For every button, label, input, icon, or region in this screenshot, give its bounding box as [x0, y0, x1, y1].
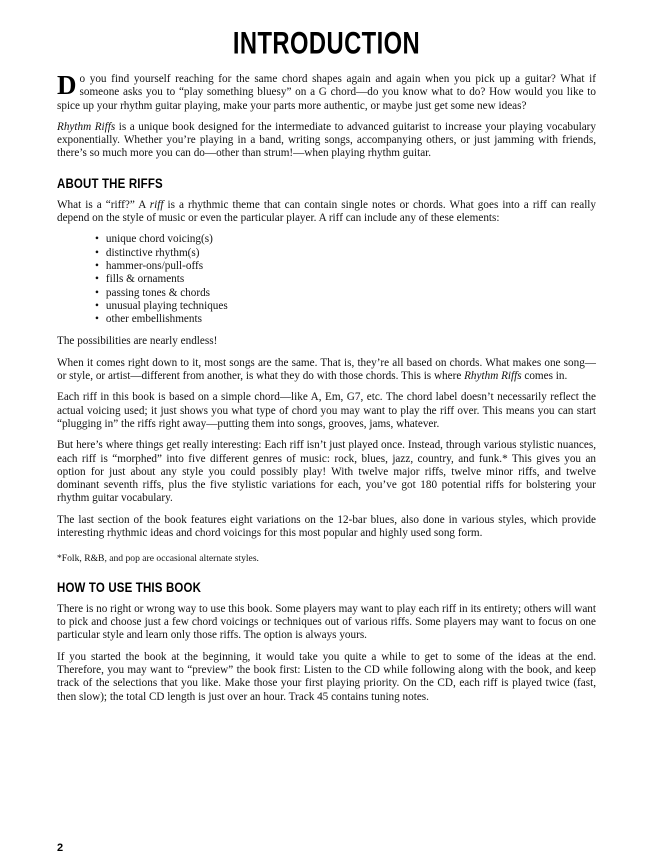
about-paragraph-1: What is a “riff?” A riff is a rhythmic theme that can contain single notes or chords. What goes into a riff can really depend on the style of music or even the particular player. A riff can include any of these elements:: [57, 198, 597, 225]
about-paragraph-4: Each riff in this book is based on a simple chord—like A, Em, G7, etc. The chord label doesn’t necessarily reflect the actual voicing used; it just shows you what type of chord you may want to play the riff over. This means you can start “plugging in” the riffs right away—putting them into songs, grooves, jams, whatever.: [57, 391, 596, 430]
about-paragraph-3: When it comes right down to it, most songs are the same. That is, they’re all based on chords. What makes one song—or style, or artist—different from another, is what they do with those chords. This is where Rhythm Riffs comes in.: [57, 356, 596, 383]
about-paragraph-5: But here’s where things get really interesting: Each riff isn’t just played once. Instead, through various stylistic nuances, each riff is “morphed” into five different genres of music: rock, blues, jazz, country, and funk.* This gives you an option for just about any style you could possibly play! With twelve major riffs, twelve minor riffs, and twelve dominant seventh riffs, plus the five stylistic variations for each, you’ve got 180 potential riffs for bolstering your rhythm guitar vocabulary.: [57, 439, 596, 505]
list-item: • hammer-ons/pull-offs: [95, 260, 596, 273]
howto-paragraph-1: There is no right or wrong way to use this book. Some players may want to play each riff in its entirety; others will want to pick and choose just a few chord voicings or techniques out of various riffs. Some players may want to focus on one particular style and learn only those riffs. The option is always yours.: [57, 602, 596, 642]
drop-cap: D: [57, 70, 77, 100]
intro-paragraph-1: [57, 70, 596, 113]
section-heading-about-the-riffs: ABOUT THE RIFFS: [57, 175, 163, 191]
list-item: • unusual playing techniques: [95, 300, 596, 313]
list-item: • distinctive rhythm(s): [95, 247, 596, 260]
intro-paragraph-1-text: o you find yourself reaching for the same chord shapes again and again when you pick up a guitar? What if someone asks you to “play something bluesy” on a G chord—do you know what to do? How would you like to spice up your rhythm guitar playing, make your parts more authentic, or maybe just get some new ideas?: [57, 73, 596, 112]
about-paragraph-6: The last section of the book features eight variations on the 12-bar blues, also done in various styles, which provide interesting rhythmic ideas and chord voicings for this most popular and highly used song form.: [57, 513, 596, 540]
intro-paragraph-2: Rhythm Riffs is a unique book designed for the intermediate to advanced guitarist to increase your playing vocabulary exponentially. Whether you’re playing in a band, writing songs, accompanying others, or just jamming with friends, there’s so much more you can do—other than strum!—when playing rhythm guitar.: [57, 120, 596, 160]
page-number: 2: [57, 841, 64, 854]
section-heading-how-to-use-this-book: HOW TO USE THIS BOOK: [57, 579, 202, 595]
about-paragraph-2: The possibilities are nearly endless!: [57, 335, 218, 348]
list-item: • unique chord voicing(s): [95, 233, 596, 246]
page-title: INTRODUCTION: [232, 26, 421, 62]
howto-paragraph-2: If you started the book at the beginning, it would take you quite a while to get to some of the ideas at the end. Therefore, you may want to “preview” the book first: Listen to the CD while following along with the book, and keep track of the selections that you like. Make those your first playing priority. On the CD, each riff is played twice (fast, then slow); the total CD length is just over an hour. Track 45 contains tuning notes.: [57, 650, 596, 703]
riff-elements-list: [57, 233, 596, 326]
list-item: • passing tones & chords: [95, 287, 596, 300]
list-item: • fills & ornaments: [95, 273, 596, 286]
list-item: • other embellishments: [95, 313, 596, 326]
footnote: *Folk, R&B, and pop are occasional alternate styles.: [57, 553, 259, 565]
